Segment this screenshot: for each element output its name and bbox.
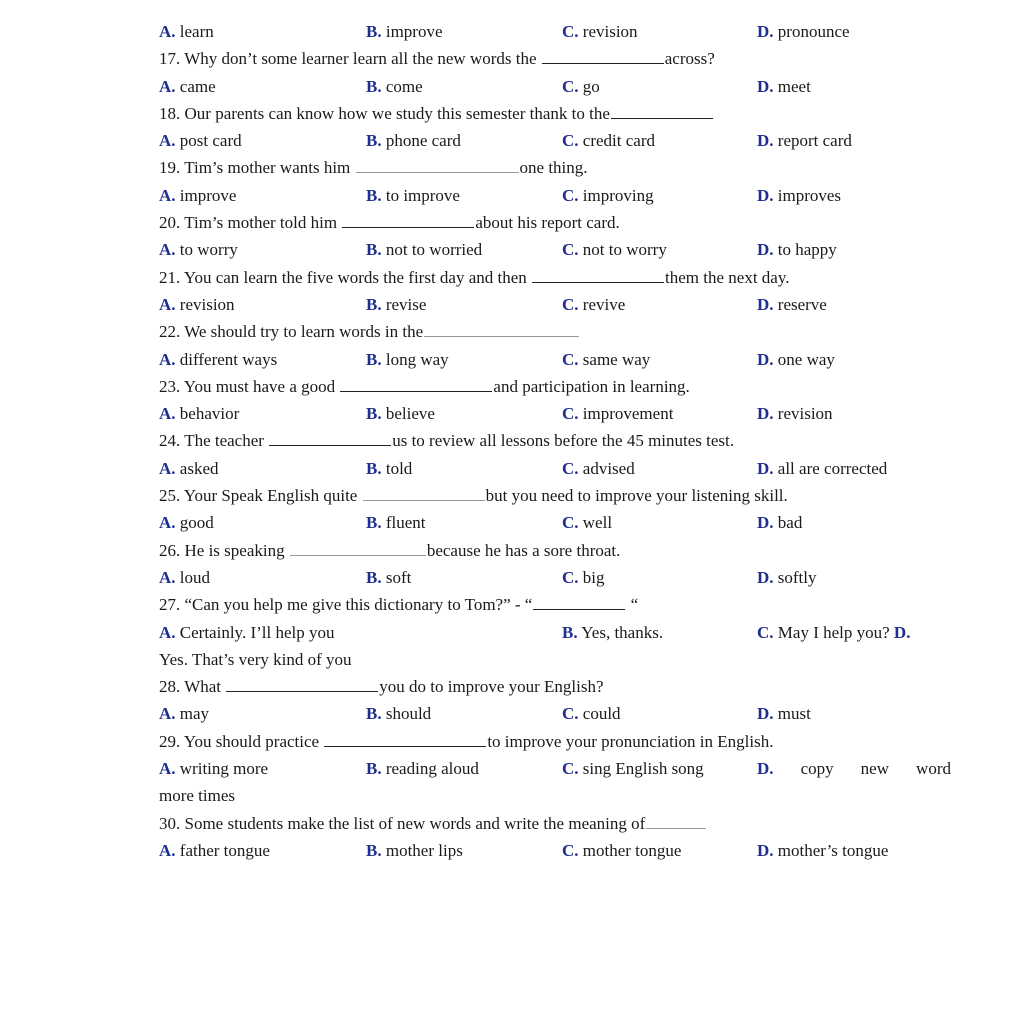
option-24-a: A. asked (159, 458, 219, 478)
option-30-c: C. mother tongue (562, 840, 682, 860)
question-20: 20. Tim’s mother told him about his report card. (159, 209, 959, 236)
option-26-b: B. soft (366, 567, 412, 587)
answer-blank (342, 209, 474, 228)
option-28-a: A. may (159, 704, 210, 724)
option-20-c: C. not to worry (562, 240, 667, 260)
option-16-b: B. improve (366, 22, 443, 41)
option-19-d: D. improves (757, 185, 842, 205)
option-19-b: B. to improve (366, 185, 460, 205)
option-23-c: C. improvement (562, 404, 674, 424)
option-28-d: D. must (757, 704, 811, 724)
options-22 (159, 346, 959, 373)
option-27-b: B. Yes, thanks. (562, 622, 664, 642)
answer-blank (533, 591, 625, 610)
option-30-d: D. mother’s tongue (757, 840, 889, 860)
option-27-c: C. May I help you? D. (757, 622, 911, 642)
options-23 (159, 400, 959, 427)
question-23: 23. You must have a good and participation in learning. (159, 373, 959, 400)
option-29-d: D. copy new word (757, 759, 951, 779)
options-19 (159, 182, 959, 209)
options-16 (159, 18, 959, 45)
options-29 (159, 755, 959, 782)
answer-blank (290, 537, 426, 556)
question-29: 29. You should practice to improve your pronunciation in English. (159, 728, 959, 755)
option-21-a: A. revision (159, 294, 235, 314)
option-26-c: C. big (562, 567, 605, 587)
option-28-c: C. could (562, 704, 621, 724)
option-30-a: A. father tongue (159, 840, 270, 860)
option-25-d: D. bad (757, 513, 803, 533)
question-25: 25. Your Speak English quite but you need to improve your listening skill. (159, 482, 959, 509)
question-30: 30. Some students make the list of new words and write the meaning of (159, 810, 959, 837)
option-30-b: B. mother lips (366, 840, 463, 860)
option-16-d: D. pronounce (757, 22, 850, 41)
option-26-a: A. loud (159, 567, 211, 587)
option-16-a: A. learn (159, 22, 214, 41)
question-21: 21. You can learn the five words the first day and then them the next day. (159, 264, 959, 291)
options-17 (159, 73, 959, 100)
option-18-d: D. report card (757, 131, 852, 151)
question-26: 26. He is speaking because he has a sore throat. (159, 537, 959, 564)
options-27 (159, 619, 959, 646)
answer-blank (269, 427, 391, 446)
answer-blank (356, 154, 519, 173)
option-21-b: B. revise (366, 294, 427, 314)
option-27-a: A. Certainly. I’ll help you (159, 622, 335, 642)
option-22-d: D. one way (757, 349, 835, 369)
option-23-b: B. believe (366, 404, 435, 424)
option-22-c: C. same way (562, 349, 651, 369)
options-21 (159, 291, 959, 318)
question-28: 28. What you do to improve your English? (159, 673, 959, 700)
question-19: 19. Tim’s mother wants him one thing. (159, 154, 959, 181)
option-22-b: B. long way (366, 349, 449, 369)
option-25-c: C. well (562, 513, 613, 533)
option-18-b: B. phone card (366, 131, 461, 151)
answer-blank (340, 373, 492, 392)
option-22-a: A. different ways (159, 349, 278, 369)
options-30 (159, 837, 959, 864)
option-25-b: B. fluent (366, 513, 426, 533)
option-24-c: C. advised (562, 458, 635, 478)
question-22: 22. We should try to learn words in the (159, 318, 959, 345)
option-18-a: A. post card (159, 131, 242, 151)
option-29-c: C. sing English song (562, 759, 704, 779)
options-25 (159, 509, 959, 536)
answer-blank (226, 673, 378, 692)
option-17-b: B. come (366, 76, 423, 96)
option-17-a: A. came (159, 76, 216, 96)
option-23-d: D. revision (757, 404, 833, 424)
option-16-c: C. revision (562, 22, 638, 41)
question-24: 24. The teacher us to review all lessons before the 45 minutes test. (159, 427, 959, 454)
options-26 (159, 564, 959, 591)
question-27: 27. “Can you help me give this dictionary to Tom?” - “ “ (159, 591, 959, 618)
option-21-d: D. reserve (757, 294, 827, 314)
option-19-c: C. improving (562, 185, 654, 205)
option-17-c: C. go (562, 76, 600, 96)
option-17-d: D. meet (757, 76, 811, 96)
answer-blank (324, 728, 486, 747)
answer-blank (542, 45, 664, 64)
answer-blank (532, 264, 664, 283)
option-28-b: B. should (366, 704, 432, 724)
options-28 (159, 700, 959, 727)
option-27-d: Yes. That’s very kind of you (159, 649, 352, 669)
option-20-a: A. to worry (159, 240, 238, 260)
option-29-d-continued: more times (159, 786, 236, 806)
option-21-c: C. revive (562, 294, 626, 314)
option-19-a: A. improve (159, 185, 237, 205)
answer-blank (611, 100, 713, 119)
option-24-b: B. told (366, 458, 413, 478)
options-18 (159, 127, 959, 154)
option-18-c: C. credit card (562, 131, 655, 151)
options-24 (159, 455, 959, 482)
option-26-d: D. softly (757, 567, 817, 587)
worksheet (159, 18, 959, 864)
answer-blank (646, 810, 706, 829)
option-24-d: D. all are corrected (757, 458, 888, 478)
options-20 (159, 236, 959, 263)
option-29-b: B. reading aloud (366, 759, 479, 779)
question-17: 17. Why don’t some learner learn all the new words the across? (159, 45, 959, 72)
option-20-b: B. not to worried (366, 240, 483, 260)
answer-blank (363, 482, 485, 501)
answer-blank (424, 318, 579, 337)
option-20-d: D. to happy (757, 240, 837, 260)
option-29-a: A. writing more (159, 759, 269, 779)
option-23-a: A. behavior (159, 404, 240, 424)
question-18: 18. Our parents can know how we study this semester thank to the (159, 100, 959, 127)
option-27-d-letter: D. (893, 622, 911, 642)
option-25-a: A. good (159, 513, 214, 533)
